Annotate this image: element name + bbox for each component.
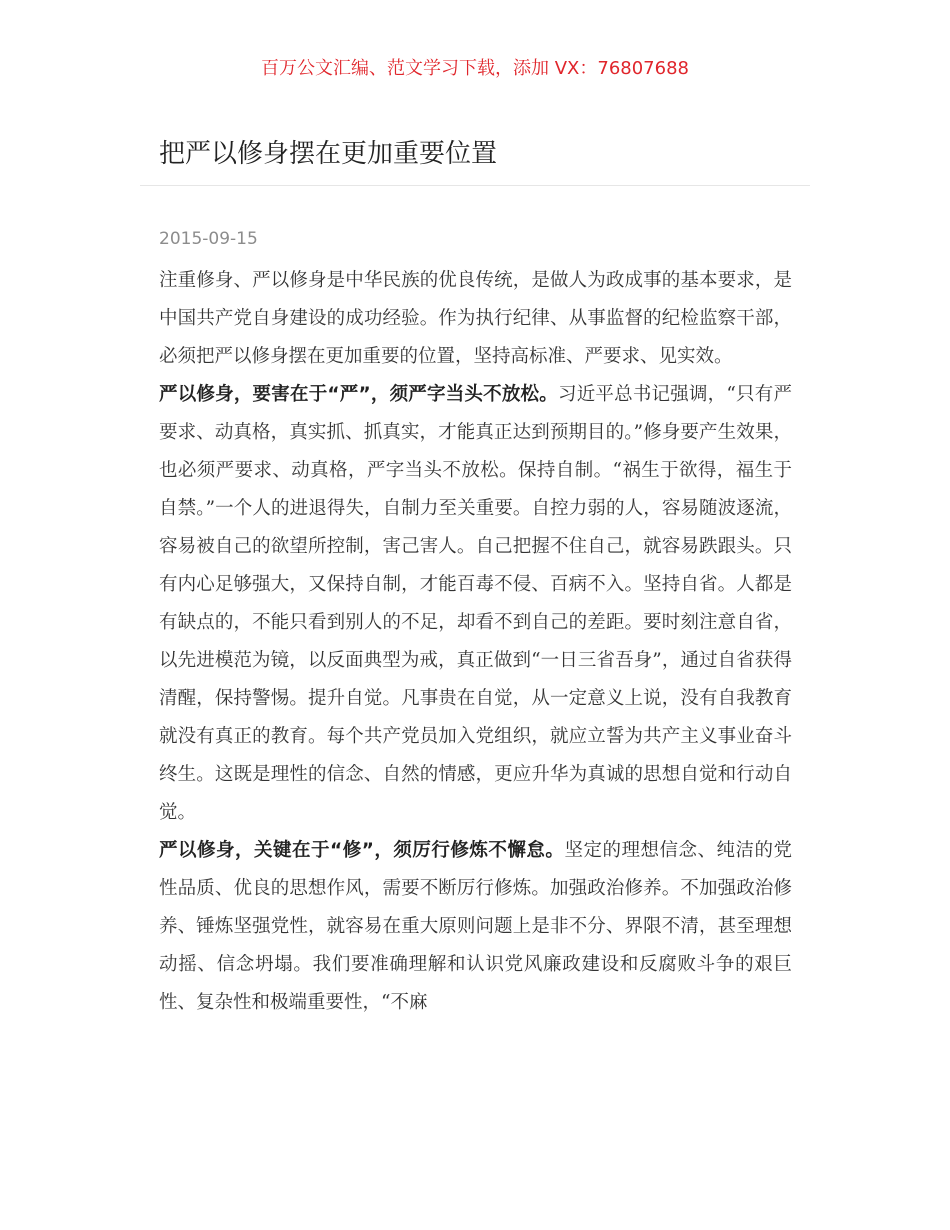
promo-banner: 百万公文汇编、范文学习下载，添加 VX：76807688 — [261, 58, 689, 79]
article-paragraph-cultivate — [159, 832, 792, 1022]
page-title: 把严以修身摆在更加重要位置 — [159, 139, 498, 169]
article-paragraph-intro — [159, 262, 792, 376]
paragraph-text: 坚定的理想信念、纯洁的党性品质、优良的思想作风，需要不断厉行修炼。加强政治修养。不加强政治修养、锤炼坚强党性，就容易在重大原则问题上是非不分、界限不清，甚至理想动摇、信念坍塌。我们要准确理解和认识党风廉政建设和反腐败斗争的艰巨性、复杂性和极端重要性，“不麻 — [159, 840, 792, 1013]
paragraph-lead: 严以修身，关键在于“修”，须厉行修炼不懈怠。 — [159, 840, 565, 861]
paragraph-text: 习近平总书记强调，“只有严要求、动真格，真实抓、抓真实，才能真正达到预期目的。”修身要产生效果，也必须严要求、动真格，严字当头不放松。保持自制。“祸生于欲得，福生于自禁。”一个人的进退得失，自制力至关重要。自控力弱的人，容易随波逐流，容易被自己的欲望所控制，害己害人。自己把握不住自己，就容易跌跟头。只有内心足够强大，又保持自制，才能百毒不侵、百病不入。坚持自省。人都是有缺点的，不能只看到别人的不足，却看不到自己的差距。要时刻注意自省，以先进模范为镜，以反面典型为戒，真正做到“一日三省吾身”，通过自省获得清醒，保持警惕。提升自觉。凡事贵在自觉，从一定意义上说，没有自我教育就没有真正的教育。每个共产党员加入党组织，就应立誓为共产主义事业奋斗终生。这既是理性的信念、自然的情感，更应升华为真诚的思想自觉和行动自觉。 — [159, 384, 792, 823]
title-divider — [140, 185, 810, 186]
article-body — [159, 262, 792, 1022]
publish-date: 2015-09-15 — [159, 229, 258, 249]
article-paragraph-strict — [159, 376, 792, 832]
paragraph-lead: 严以修身，要害在于“严”，须严字当头不放松。 — [159, 384, 558, 405]
paragraph-text: 注重修身、严以修身是中华民族的优良传统，是做人为政成事的基本要求，是中国共产党自身建设的成功经验。作为执行纪律、从事监督的纪检监察干部，必须把严以修身摆在更加重要的位置，坚持高标准、严要求、见实效。 — [159, 270, 792, 367]
